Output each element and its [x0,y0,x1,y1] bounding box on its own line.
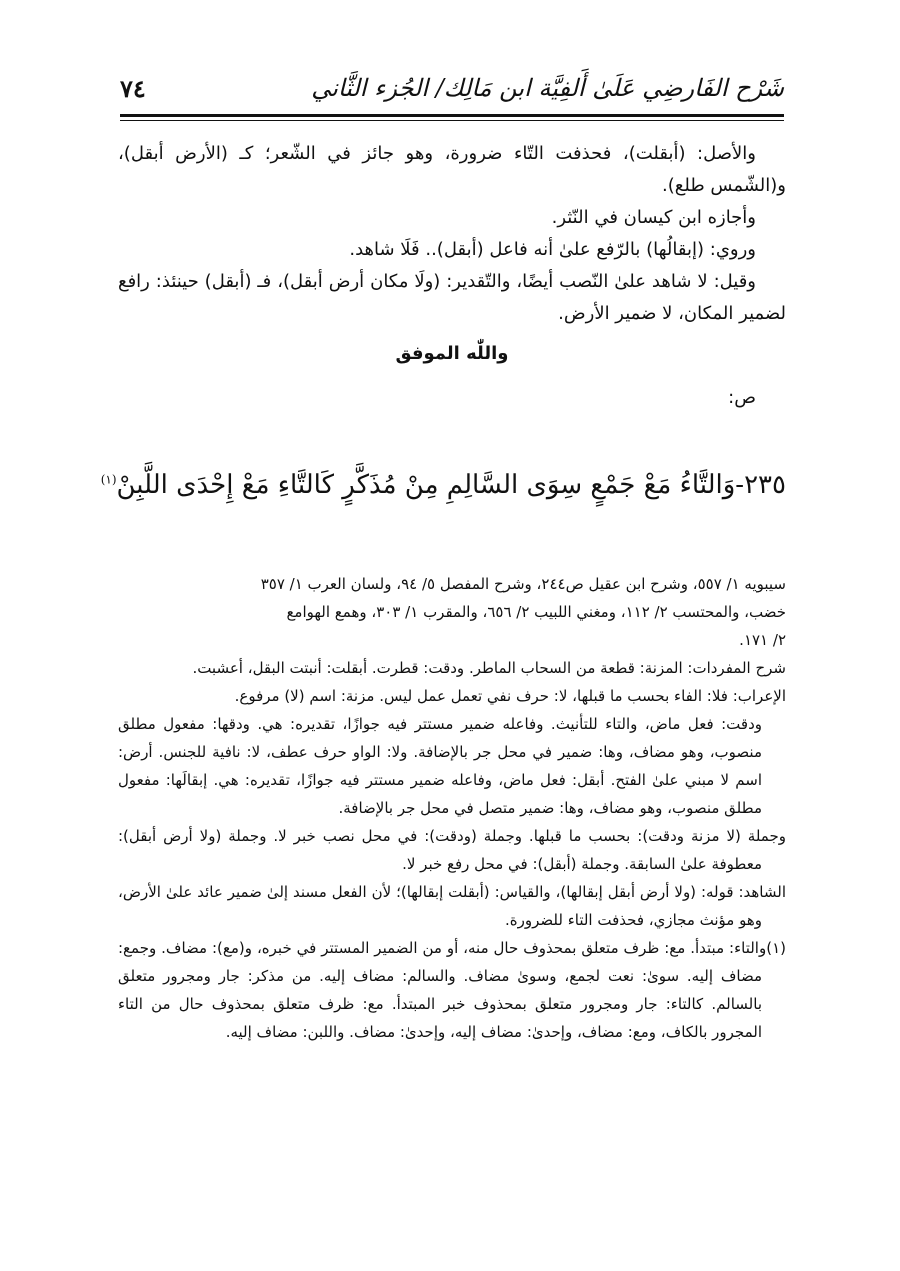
paragraph-opinion: وقيل: لا شاهد علىٰ النّصب أيضًا، والتّقدير: (ولَا مكان أرض أبقل)، فـ (أبقل) حينئذ: رافع لضمير المكان، لا ضمير الأرض. [118,271,786,324]
closing-phrase: واللّٰه الموفق [395,343,509,364]
text-marker: ص: [728,387,756,408]
page-number: ٧٤ [120,74,146,103]
footnote-sources-line: ٢/ ١٧١. [739,631,786,649]
footnote-sources-line: سيبويه ١/ ٥٥٧، وشرح ابن عقيل ص٢٤٤، وشرح المفصل ٥/ ٩٤، ولسان العرب ١/ ٣٥٧ [260,575,786,593]
page-header [120,72,784,112]
main-text [118,138,786,414]
footnote-sentences: وجملة (لا مزنة ودقت): بحسب ما قبلها. وجملة (ودقت): في محل نصب خبر لا. وجملة (ولا أرض أبقل): معطوفة علىٰ السابقة. وجملة (أبقل): في محل رفع خبر لا. [118,827,786,873]
paragraph-ibn-kaysan: وأجازه ابن كيسان في النّثر. [551,207,756,228]
footnote-shahid: الشاهد: قوله: (ولا أرض أبقل إبقالها)، والقياس: (أبقلت إبقالها)؛ لأن الفعل مسند إلىٰ ضمير عائد علىٰ الأرض، وهو مؤنث مجازي، فحذفت التاء للضرورة. [118,883,786,929]
paragraph-origin: والأصل: (أبقلت)، فحذفت التّاء ضرورة، وهو جائز في الشّعر؛ كـ (الأرض أبقل)، و(الشّمس طلع). [118,143,786,196]
paragraph-narration: وروي: (إبقالُها) بالرّفع علىٰ أنه فاعل (أبقل).. فَلَا شاهد. [349,239,756,260]
footnote-irab: الإعراب: فلا: الفاء بحسب ما قبلها، لا: حرف نفي تعمل عمل ليس. مزنة: اسم (لا) مرفوع. [234,687,786,705]
footnote-vocabulary: شرح المفردات: المزنة: قطعة من السحاب الماطر. ودقت: قطرت. أبقلت: أنبتت البقل، أعشبت. [192,659,786,677]
footnote-sources-line: خضب، والمحتسب ٢/ ١١٢، ومغني اللبيب ٢/ ٦٥٦، والمقرب ١/ ٣٠٣، وهمع الهوامع [286,603,786,621]
verse-line [100,470,786,500]
footnotes [118,570,786,1046]
running-title: شَرْح الفَارضِي عَلَىٰ أَلفِيَّة ابن مَالِك/ الجُزء الثَّاني [311,74,784,102]
footnote-mark: (١) [100,472,117,487]
verse-text: ٢٣٥-وَالتَّاءُ مَعْ جَمْعٍ سِوَى السَّالِمِ مِنْ مُذَكَّرٍ كَالتَّاءِ مَعْ إِحْدَى اللَّبِنْ [116,470,786,500]
footnote-verse-parsing: (١)والتاء: مبتدأ. مع: ظرف متعلق بمحذوف حال منه، أو من الضمير المستتر في خبره، و(مع): مضاف. وجمع: مضاف إليه. سوىٰ: نعت لجمع، وسوىٰ مضاف. والسالم: مضاف إليه. من مذكر: جار ومجرور متعلق بالسالم. كالتاء: جار ومجرور متعلق بمحذوف خبر المبتدأ. مع: ظرف متعلق بمحذوف حال من التاء المجرور بالكاف، ومع: مضاف، وإحدىٰ: مضاف إليه، وإحدىٰ: مضاف. واللبن: مضاف إليه. [118,939,786,1041]
footnote-irab-detail: ودقت: فعل ماض، والتاء للتأنيث. وفاعله ضمير مستتر فيه جوازًا، تقديره: هي. ودقها: مفعول مطلق منصوب، وهو مضاف، وها: ضمير في محل جر بالإضافة. ولا: الواو حرف عطف، لا: نافية للجنس. أرض: اسم لا مبني علىٰ الفتح. أبقل: فعل ماض، وفاعله ضمير مستتر فيه جوازًا، تقديره: هي. إبقالَها: مفعول مطلق منصوب، وهو مضاف، وها: ضمير متصل في محل جر بالإضافة. [118,715,762,817]
header-rule-thick [120,114,784,117]
header-rule-thin [120,120,784,121]
